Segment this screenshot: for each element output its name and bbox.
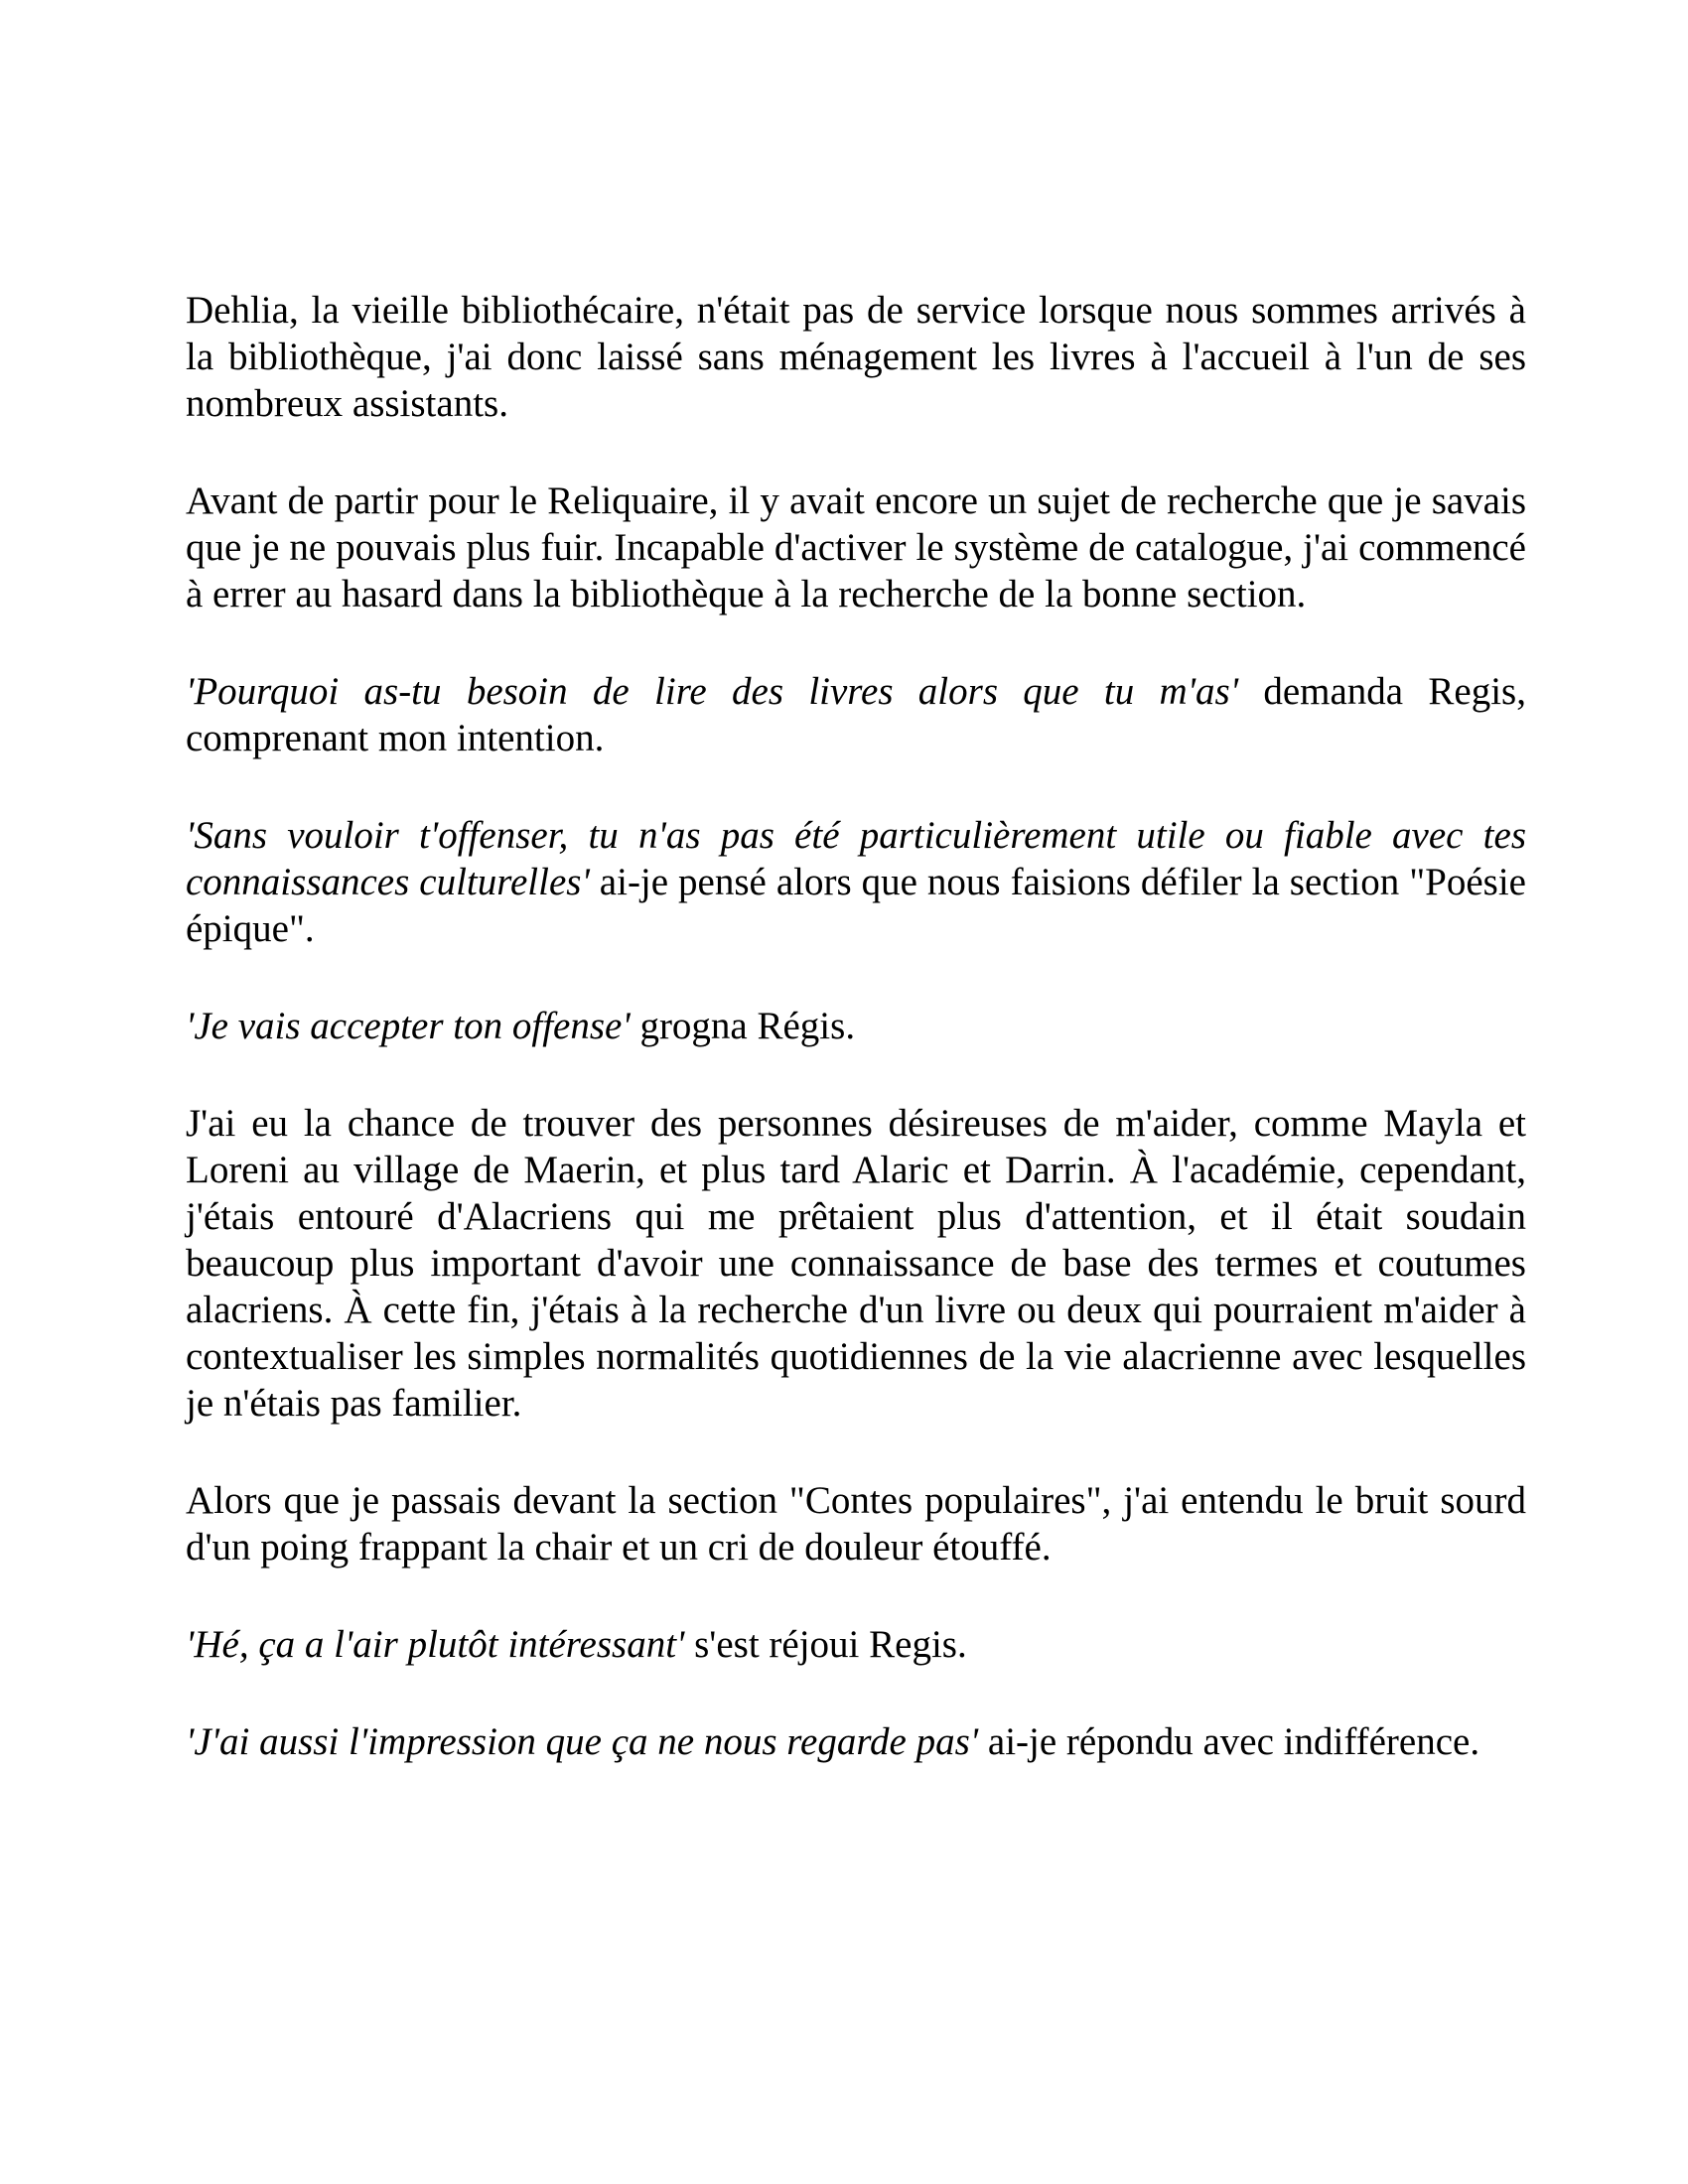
narration-segment: s'est réjoui Regis. bbox=[684, 1623, 967, 1666]
narration-segment: grogna Régis. bbox=[630, 1005, 856, 1047]
paragraph-3 bbox=[186, 668, 1526, 761]
paragraph-9 bbox=[186, 1718, 1526, 1765]
text-column bbox=[186, 287, 1526, 1765]
quote-italic-segment: 'Sans vouloir t'offenser, tu n'as pas été particulièrement utile ou fiable avec tes connaissances culturelles' bbox=[186, 814, 1526, 903]
quote-italic-segment: 'J'ai aussi l'impression que ça ne nous regarde pas' bbox=[186, 1720, 979, 1763]
paragraph-5 bbox=[186, 1003, 1526, 1049]
paragraph-2 bbox=[186, 478, 1526, 617]
quote-italic-segment: 'Hé, ça a l'air plutôt intéressant' bbox=[186, 1623, 685, 1666]
narration-segment: J'ai eu la chance de trouver des personnes désireuses de m'aider, comme Mayla et Loreni au village de Maerin, et plus tard Alaric et Darrin. À l'académie, cependant, j'étais entouré d'Alacriens qui me prêtaient plus d'attention, et il était soudain beaucoup plus important d'avoir une connaissance de base des termes et coutumes alacriens. À cette fin, j'étais à la recherche d'un livre ou deux qui pourraient m'aider à contextualiser les simples normalités quotidiennes de la vie alacrienne avec lesquelles je n'étais pas familier. bbox=[186, 1102, 1526, 1425]
paragraph-6 bbox=[186, 1100, 1526, 1427]
quote-italic-segment: 'Je vais accepter ton offense' bbox=[186, 1005, 631, 1047]
narration-segment: ai-je pensé alors que nous faisions défiler la section "Poésie épique". bbox=[186, 861, 1526, 950]
narration-segment: Alors que je passais devant la section "Contes populaires", j'ai entendu le bruit sourd d'un poing frappant la chair et un cri de douleur étouffé. bbox=[186, 1479, 1526, 1569]
narration-segment: Dehlia, la vieille bibliothécaire, n'était pas de service lorsque nous sommes arrivés à la bibliothèque, j'ai donc laissé sans ménagement les livres à l'accueil à l'un de ses nombreux assistants. bbox=[186, 289, 1526, 425]
paragraph-8 bbox=[186, 1621, 1526, 1668]
paragraph-7 bbox=[186, 1477, 1526, 1570]
narration-segment: demanda Regis, comprenant mon intention. bbox=[186, 670, 1526, 759]
paragraph-4 bbox=[186, 812, 1526, 952]
narration-segment: Avant de partir pour le Reliquaire, il y avait encore un sujet de recherche que je savais que je ne pouvais plus fuir. Incapable d'activer le système de catalogue, j'ai commencé à errer au hasard dans la bibliothèque à la recherche de la bonne section. bbox=[186, 479, 1526, 615]
paragraph-1 bbox=[186, 287, 1526, 427]
quote-italic-segment: 'Pourquoi as-tu besoin de lire des livres alors que tu m'as' bbox=[186, 670, 1239, 713]
narration-segment: ai-je répondu avec indifférence. bbox=[978, 1720, 1480, 1763]
